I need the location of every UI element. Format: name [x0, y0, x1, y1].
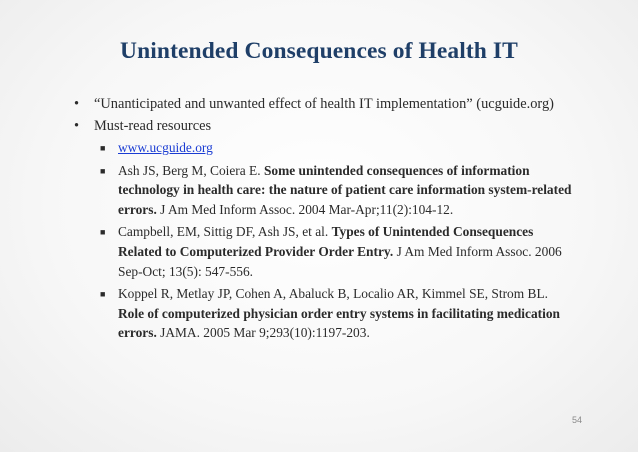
square-bullet-icon: ■: [100, 227, 106, 238]
resource-citation: J Am Med Inform Assoc. 2004 Mar-Apr;11(2):104-12.: [156, 201, 454, 217]
resource-citation: JAMA. 2005 Mar 9;293(10):1197-203.: [156, 325, 370, 341]
resource-item-koppel: [74, 284, 574, 343]
resource-title: Role of computerized physician order entry systems in facilitating medication errors.: [118, 305, 560, 341]
resource-item-link: [74, 138, 574, 158]
resource-authors: Campbell, EM, Sittig DF, Ash JS, et al.: [118, 224, 332, 240]
bullet-resources: [74, 116, 574, 136]
bullet-dot-icon: •: [74, 118, 80, 134]
resource-authors: Ash JS, Berg M, Coiera E.: [118, 162, 264, 178]
slide-content: [74, 94, 574, 346]
square-bullet-icon: ■: [100, 143, 106, 153]
resource-item-campbell: [74, 222, 574, 281]
resource-title: Some unintended consequences of information technology in health care: the nature of patient care information system-related errors.: [118, 162, 572, 217]
bullet-definition: [74, 94, 574, 114]
page-number: 54: [572, 415, 583, 425]
bullet-resources-text: Must-read resources: [94, 118, 212, 134]
slide-title: Unintended Consequences of Health IT: [120, 38, 518, 64]
resource-authors: Koppel R, Metlay JP, Cohen A, Abaluck B, Localio AR, Kimmel SE, Strom BL.: [118, 286, 548, 302]
square-bullet-icon: ■: [100, 289, 106, 300]
resource-title: Types of Unintended Consequences Related to Computerized Provider Order Entry.: [118, 224, 534, 259]
resource-citation: J Am Med Inform Assoc. 2006 Sep-Oct; 13(5): 547-556.: [118, 243, 562, 279]
square-bullet-icon: ■: [100, 165, 106, 176]
bullet-definition-text: “Unanticipated and unwanted effect of health IT implementation” (ucguide.org): [94, 96, 554, 112]
bullet-dot-icon: •: [74, 96, 80, 112]
resource-item-ash: [74, 161, 574, 220]
ucguide-link[interactable]: www.ucguide.org: [118, 140, 213, 155]
